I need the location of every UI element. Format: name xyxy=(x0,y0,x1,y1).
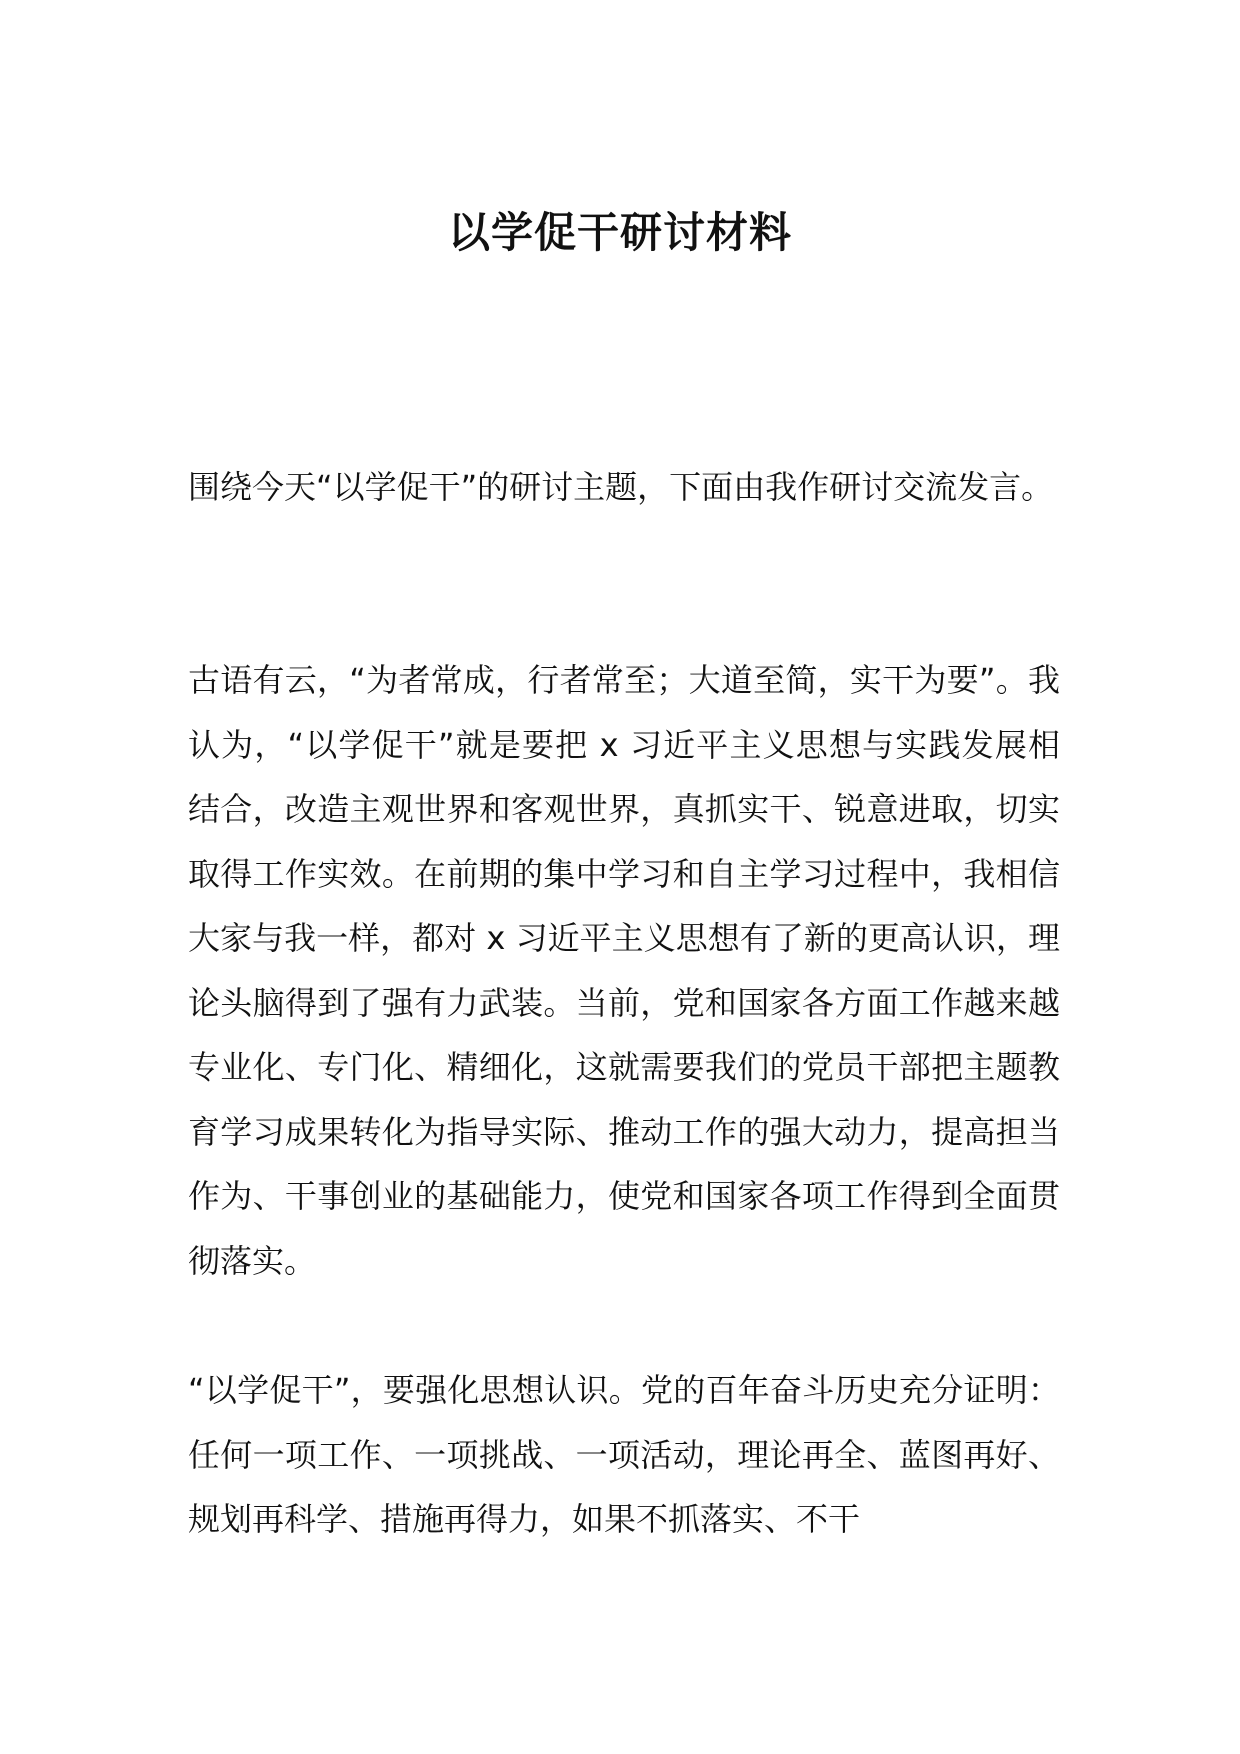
paragraph-quote: 古语有云，“为者常成，行者常至；大道至简，实干为要”。我认为，“以学促干”就是要把 x 习近平主义思想与实践发展相结合，改造主观世界和客观世界，真抓实干、锐意进取，切实取得工作实效。在前期的集中学习和自主学习过程中，我相信大家与我一样，都对 x 习近平主义思想有了新的更高认识，理论头脑得到了强有力武装。当前，党和国家各方面工作越来越专业化、专门化、精细化，这就需要我们的党员干部把主题教育学习成果转化为指导实际、推动工作的强大动力，提高担当作为、干事创业的基础能力，使党和国家各项工作得到全面贯彻落实。 xyxy=(188,661,1060,1280)
paragraph-thought: “以学促干”，要强化思想认识。党的百年奋斗历史充分证明：任何一项工作、一项挑战、一项活动，理论再全、蓝图再好、规划再科学、措施再得力，如果不抓落实、不干 xyxy=(188,1371,1060,1538)
document-title: 以学促干研讨材料 xyxy=(447,208,792,257)
paragraph-intro: 围绕今天“以学促干”的研讨主题，下面由我作研讨交流发言。 xyxy=(188,468,1054,506)
